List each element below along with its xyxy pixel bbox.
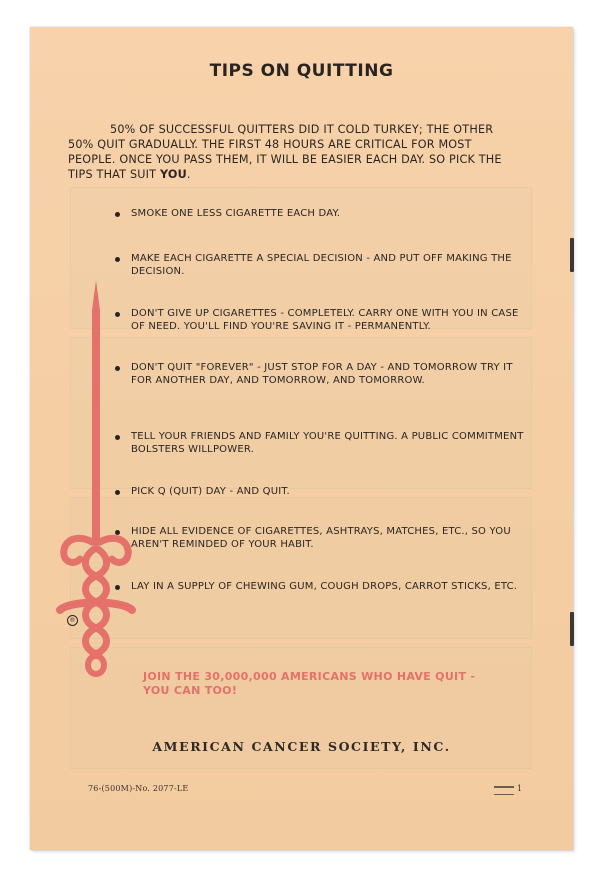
registered-mark: ® — [67, 615, 78, 626]
tip-text: MAKE EACH CIGARETTE A SPECIAL DECISION - AND PUT OFF MAKING THE DECISION. — [131, 253, 512, 277]
slogan-line-1: JOIN THE 30,000,000 AMERICANS WHO HAVE QUIT - — [143, 670, 476, 683]
slogan-line-2: YOU CAN TOO! — [143, 684, 238, 697]
tip-text: DON'T GIVE UP CIGARETTES - COMPLETELY. CARRY ONE WITH YOU IN CASE OF NEED. YOU'LL FIND YOU'RE SAVING IT - PERMANENTLY. — [131, 308, 519, 332]
tip-item — [115, 485, 535, 498]
tip-text: SMOKE ONE LESS CIGARETTE EACH DAY. — [131, 208, 341, 219]
tip-item — [115, 361, 535, 387]
staple — [570, 238, 574, 272]
page-number: 1 — [517, 784, 523, 793]
organization-name: AMERICAN CANCER SOCIETY, INC. — [152, 739, 451, 754]
tip-item — [115, 580, 535, 593]
intro-paragraph — [68, 122, 508, 182]
page-title: TIPS ON QUITTING — [209, 61, 394, 81]
show-through-panel — [70, 337, 532, 489]
tip-text: HIDE ALL EVIDENCE OF CIGARETTES, ASHTRAYS, MATCHES, ETC., SO YOU AREN'T REMINDED OF YOUR HABIT. — [131, 526, 511, 550]
intro-text: 50% OF SUCCESSFUL QUITTERS DID IT COLD TURKEY; THE OTHER 50% QUIT GRADUALLY. THE FIRST 48 HOURS ARE CRITICAL FOR MOST PEOPLE. ONCE YOU PASS THEM, IT WILL BE EASIER EACH DAY. SO PICK THE TIPS THAT SUIT — [68, 123, 502, 181]
union-label-icon — [494, 786, 514, 795]
staple — [570, 612, 574, 646]
bullet-icon — [115, 257, 120, 262]
tip-text: TELL YOUR FRIENDS AND FAMILY YOU'RE QUITTING. A PUBLIC COMMITMENT BOLSTERS WILLPOWER. — [131, 431, 524, 455]
form-number: 76-(500M)-No. 2077-LE — [88, 784, 189, 793]
tip-text: LAY IN A SUPPLY OF CHEWING GUM, COUGH DROPS, CARROT STICKS, ETC. — [131, 581, 518, 592]
tip-text: DON'T QUIT "FOREVER" - JUST STOP FOR A DAY - AND TOMORROW TRY IT FOR ANOTHER DAY, AND TOMORROW, AND TOMORROW. — [131, 362, 513, 386]
tip-text: PICK Q (QUIT) DAY - AND QUIT. — [131, 486, 290, 497]
show-through-panel — [70, 497, 532, 639]
bullet-icon — [115, 212, 120, 217]
booklet-page — [30, 27, 573, 850]
tip-item — [115, 525, 535, 551]
tip-item — [115, 207, 535, 220]
slogan — [143, 670, 503, 698]
intro-period: . — [186, 168, 191, 181]
tip-item — [115, 252, 535, 278]
tip-item — [115, 430, 535, 456]
tip-item — [115, 307, 535, 333]
intro-emphasis: YOU — [159, 168, 187, 181]
